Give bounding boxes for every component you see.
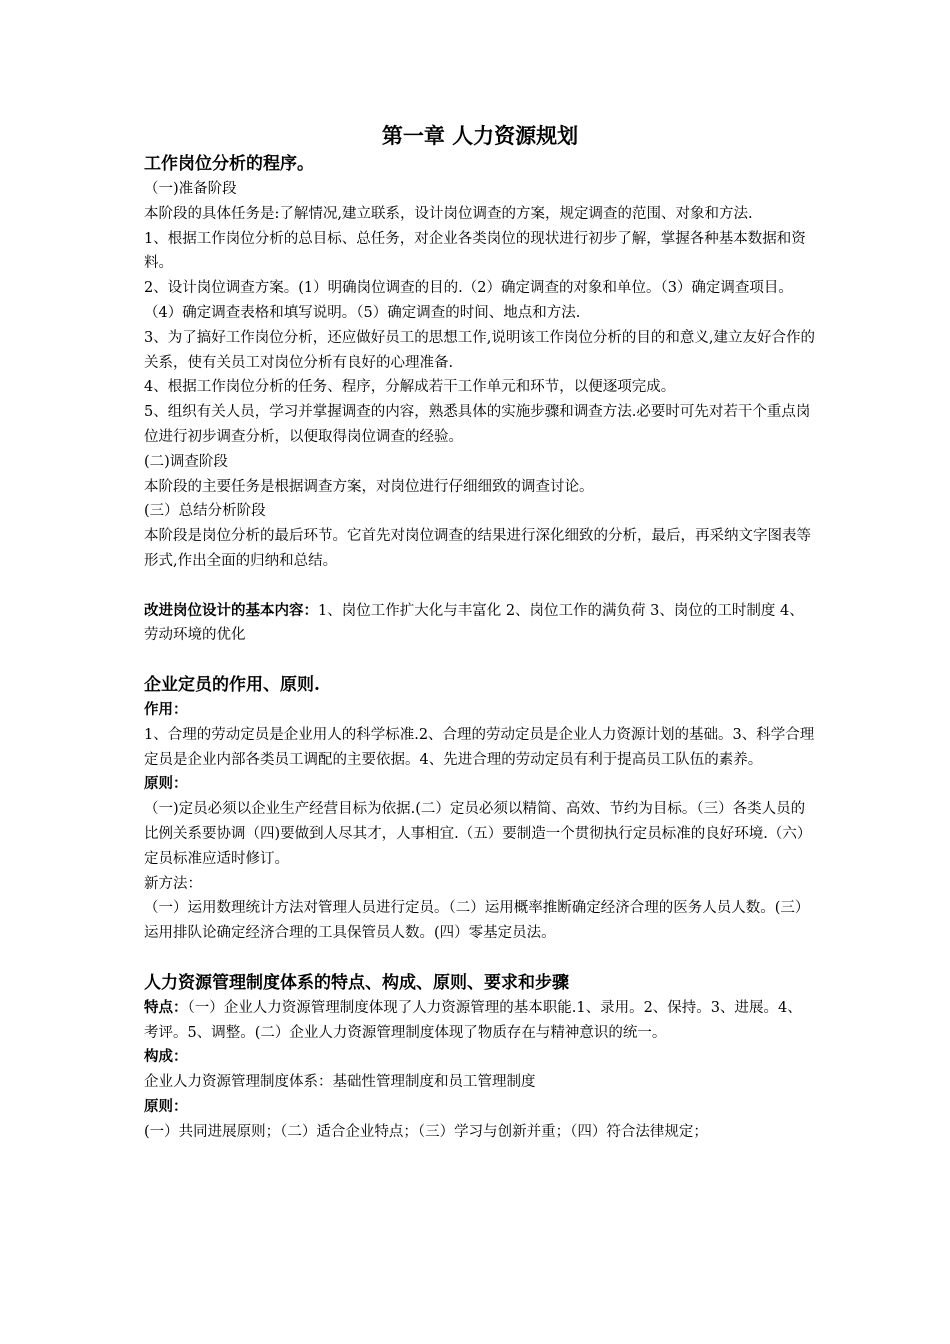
document-page bbox=[144, 120, 816, 1144]
paragraph: 3、为了搞好工作岗位分析，还应做好员工的思想工作,说明该工作岗位分析的目的和意义,建立友好合作的关系，使有关员工对岗位分析有良好的心理准备. bbox=[144, 329, 815, 371]
subheading-new-method: 新方法： bbox=[144, 875, 202, 892]
paragraph: 1、合理的劳动定员是企业用人的科学标准.2、合理的劳动定员是企业人力资源计划的基础。3、科学合理定员是企业内部各类员工调配的主要依据。4、先进合理的劳动定员有利于提高员工队伍的素养。 bbox=[144, 726, 815, 768]
spacer bbox=[144, 648, 816, 673]
paragraph: 本阶段是岗位分析的最后环节。它首先对岗位调查的结果进行深化细致的分析，最后，再采纳文字图表等形式,作出全面的归纳和总结。 bbox=[144, 528, 811, 569]
paragraph: 5、组织有关人员，学习并掌握调查的内容，熟悉具体的实施步骤和调查方法.必要时可先对若干个重点岗位进行初步调查分析，以便取得岗位调查的经验。 bbox=[144, 404, 811, 445]
paragraph: 本阶段的主要任务是根据调查方案，对岗位进行仔细细致的调查讨论。 bbox=[144, 478, 594, 495]
inline-bold-label: 特点： bbox=[144, 998, 188, 1016]
spacer bbox=[144, 574, 816, 599]
spacer bbox=[144, 946, 816, 971]
inline-text: （一）企业人力资源管理制度体现了人力资源管理的基本职能.1、录用。2、保持。3、进展。4、考评。5、调整。(二）企业人力资源管理制度体现了物质存在与精神意识的统一。 bbox=[144, 999, 802, 1041]
inline-bold-label: 改进岗位设计的基本内容： bbox=[144, 601, 318, 619]
paragraph: 4、根据工作岗位分析的任务、程序，分解成若干工作单元和环节，以便逐项完成。 bbox=[144, 379, 676, 396]
subheading-principle: 原则： bbox=[144, 775, 188, 793]
chapter-title: 第一章 人力资源规划 bbox=[381, 123, 579, 148]
paragraph: （一)准备阶段 bbox=[144, 181, 237, 197]
feature-paragraph bbox=[144, 996, 816, 1046]
paragraph: (三）总结分析阶段 bbox=[144, 503, 266, 520]
paragraph: 本阶段的具体任务是:了解情况,建立联系，设计岗位调查的方案，规定调查的范围、对象和方法. bbox=[144, 205, 753, 222]
section-heading-staffing: 企业定员的作用、原则. bbox=[144, 674, 320, 695]
paragraph: 企业人力资源管理制度体系：基础性管理制度和员工管理制度 bbox=[144, 1074, 536, 1091]
paragraph: (二)调查阶段 bbox=[144, 453, 228, 470]
paragraph: 1、根据工作岗位分析的总目标、总任务，对企业各类岗位的现状进行初步了解，掌握各种基本数据和资料。 bbox=[144, 230, 806, 272]
section-heading-job-analysis: 工作岗位分析的程序。 bbox=[144, 154, 314, 174]
section-heading-hr-system: 人力资源管理制度体系的特点、构成、原则、要求和步骤 bbox=[144, 972, 569, 993]
paragraph: （一)定员必须以企业生产经营目标为依据.(二）定员必须以精简、高效、节约为目标。（三）各类人员的比例关系要协调（四)要做到人尽其才，人事相宜.（五）要制造一个贯彻执行定员标准的良好环境.（六）定员标准应适时修订。 bbox=[144, 801, 812, 867]
subheading-role: 作用： bbox=[144, 700, 188, 718]
paragraph: 2、设计岗位调查方案。(1）明确岗位调查的目的.（2）确定调查的对象和单位。（3）确定调查项目。（4）确定调查表格和填写说明。（5）确定调查的时间、地点和方法. bbox=[144, 280, 793, 321]
subheading-composition: 构成： bbox=[144, 1048, 188, 1066]
subheading-principle: 原则： bbox=[144, 1097, 188, 1115]
paragraph: （一）运用数理统计方法对管理人员进行定员。（二）运用概率推断确定经济合理的医务人员人数。(三）运用排队论确定经济合理的工具保管员人数。(四）零基定员法。 bbox=[144, 900, 810, 942]
inline-text: 1、岗位工作扩大化与丰富化 2、岗位工作的满负荷 3、岗位的工时制度 4、劳动环境的优化 bbox=[144, 602, 804, 644]
job-design-paragraph bbox=[144, 599, 816, 649]
paragraph: (一）共同进展原则；（二）适合企业特点；（三）学习与创新并重；（四）符合法律规定； bbox=[144, 1123, 708, 1140]
